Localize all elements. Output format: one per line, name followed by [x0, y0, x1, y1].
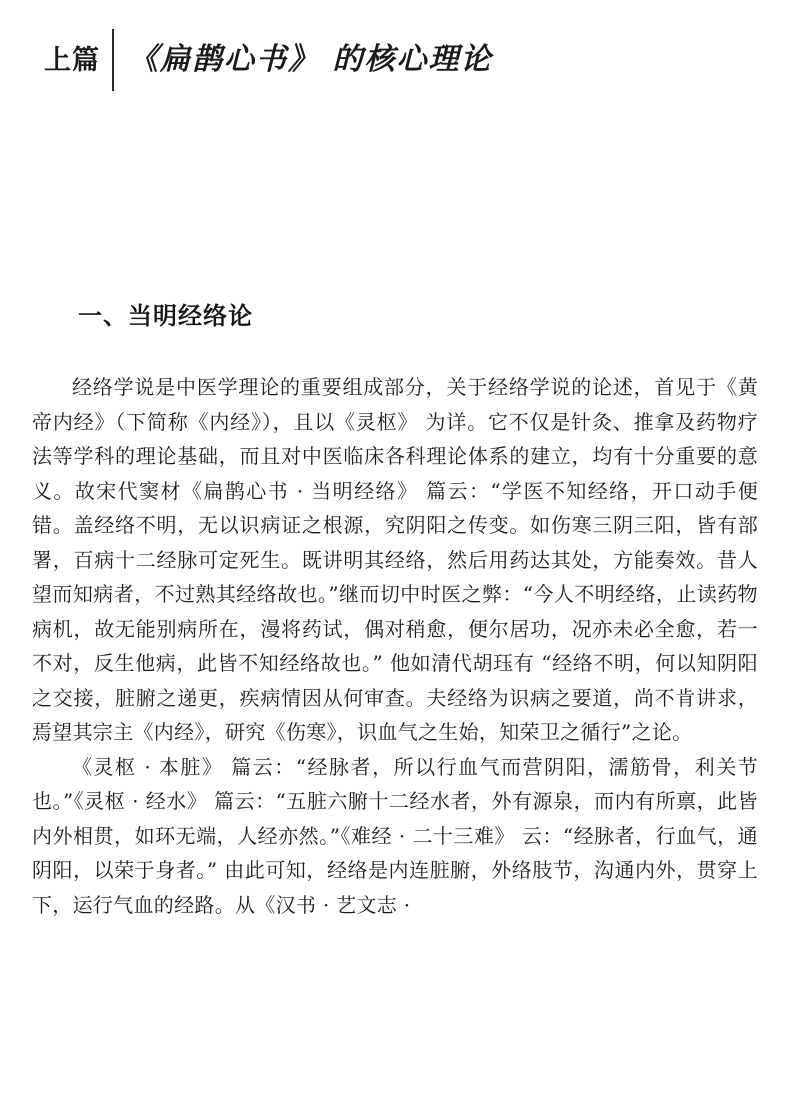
part-label: 上篇 [44, 44, 100, 76]
part-title: 《扁鹊心书》 的核心理论 [128, 42, 493, 77]
paragraph-2: 《灵枢 · 本脏》 篇云：“经脉者，所以行血气而营阴阳，濡筋骨，利关节也。”《灵枢 · 经水》 篇云：“五脏六腑十二经水者，外有源泉，而内有所禀，此皆内外相贯，如环无端，人经亦然。”《难经 · 二十三难》 云：“经脉者，行血气，通阴阳，以荣于身者。” 由此可知，经络是内连脏腑，外络肢节，沟通内外，贯穿上下，运行气血的经路。从《汉书 · 艺文志 · [32, 754, 758, 917]
header-divider [112, 29, 114, 91]
paragraph-1: 经络学说是中医学理论的重要组成部分，关于经络学说的论述，首见于《黄帝内经》（下简称《内经》），且以《灵枢》 为详。它不仅是针灸、推拿及药物疗法等学科的理论基础，而且对中医临床各科理论体系的建立，均有十分重要的意义。故宋代窦材《扁鹊心书 · 当明经络》 篇云：“学医不知经络，开口动手便错。盖经络不明，无以识病证之根源，究阴阳之传变。如伤寒三阴三阳，皆有部署，百病十二经脉可定死生。既讲明其经络，然后用药达其处，方能奏效。昔人望而知病者，不过熟其经络故也。”继而切中时医之弊：“今人不明经络，止读药物病机，故无能别病所在，漫将药试，偶对稍愈，便尔居功，况亦未必全愈，若一不对，反生他病，此皆不知经络故也。” 他如清代胡珏有 “经络不明，何以知阴阳之交接，脏腑之递更，疾病情因从何审查。夫经络为识病之要道，尚不肯讲求，焉望其宗主《内经》，研究《伤寒》，识血气之生始，知荣卫之循行”之论。 [32, 375, 758, 744]
part-header [44, 28, 492, 92]
section-heading: 一、当明经络论 [78, 302, 253, 330]
body-text [32, 370, 758, 922]
